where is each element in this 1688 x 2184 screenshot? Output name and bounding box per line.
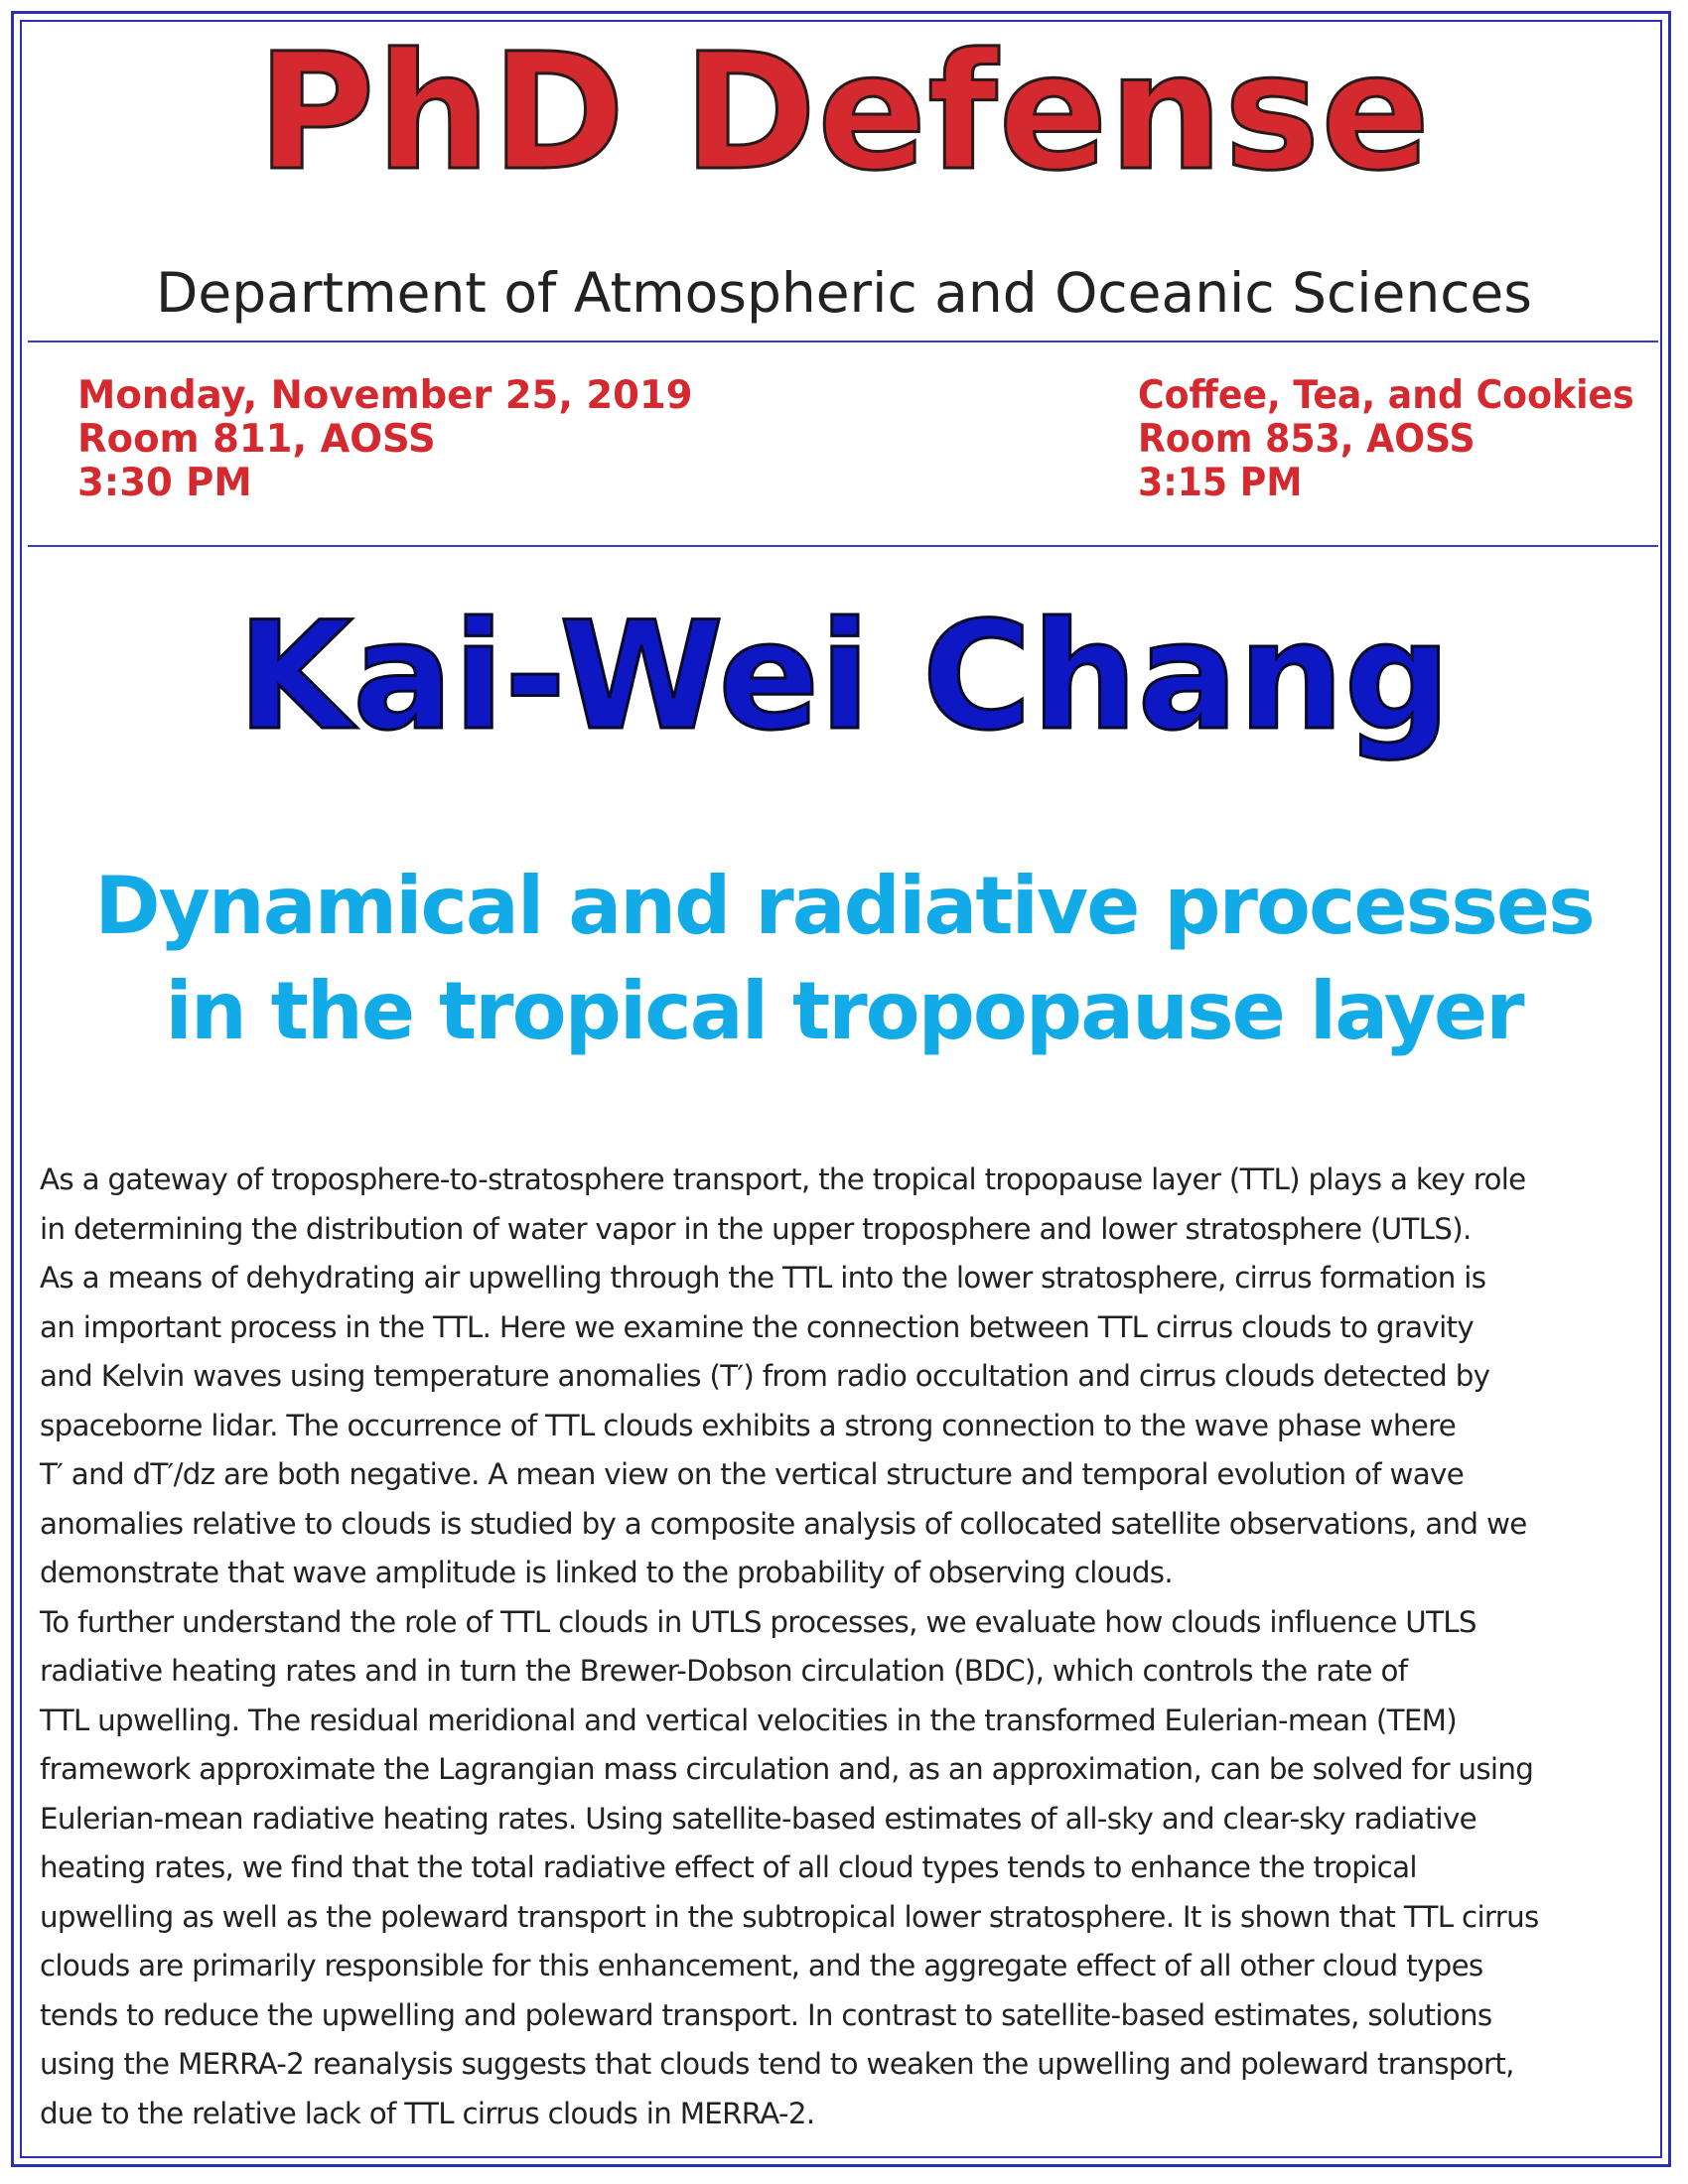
reception-time: 3:15 PM [1138,461,1303,505]
abstract-line: As a means of dehydrating air upwelling through the TTL into the lower stratosphere, cirrus formation is [40,1261,1486,1295]
abstract-line: Eulerian-mean radiative heating rates. Using satellite-based estimates of all-sky and clear-sky radiative [40,1801,1477,1836]
reception-title: Coffee, Tea, and Cookies [1138,373,1634,418]
divider-bottom [28,545,1658,547]
defense-date: Monday, November 25, 2019 [77,373,693,418]
abstract-line: To further understand the role of TTL clouds in UTLS processes, we evaluate how clouds influence UTLS [40,1604,1477,1639]
abstract-line: anomalies relative to clouds is studied by a composite analysis of collocated satellite observations, and we [40,1506,1527,1541]
talk-title [0,854,1688,1064]
abstract-line: framework approximate the Lagrangian mass circulation and, as an approximation, can be solved for using [40,1752,1534,1786]
department-name: Department of Atmospheric and Oceanic Sciences [156,261,1532,325]
talk-title-line: Dynamical and radiative processes [94,860,1594,952]
speaker-name: Kai-Wei Chang [236,591,1452,763]
abstract-line: in determining the distribution of water vapor in the upper troposphere and lower stratosphere (UTLS). [40,1211,1472,1246]
defense-time: 3:30 PM [77,461,252,505]
abstract-line: clouds are primarily responsible for this enhancement, and the aggregate effect of all other cloud types [40,1949,1483,1982]
abstract-line: tends to reduce the upwelling and poleward transport. In contrast to satellite-based estimates, solutions [40,1997,1492,2032]
abstract-line: spaceborne lidar. The occurrence of TTL clouds exhibits a strong connection to the wave phase where [40,1408,1457,1442]
abstract-line: demonstrate that wave amplitude is linked to the probability of observing clouds. [40,1556,1173,1589]
abstract-line: upwelling as well as the poleward transport in the subtropical lower stratosphere. It is shown that TTL cirrus [40,1899,1539,1934]
abstract-line: TTL upwelling. The residual meridional and vertical velocities in the transformed Eulerian-mean (TEM) [40,1703,1458,1737]
poster-title: PhD Defense [256,20,1432,206]
abstract-line: heating rates, we find that the total radiative effect of all cloud types tends to enhance the tropical [40,1850,1417,1884]
reception-info [1138,374,1672,505]
reception-room: Room 853, AOSS [1138,417,1476,462]
abstract-line: due to the relative lack of TTL cirrus clouds in MERRA-2. [40,2096,815,2130]
defense-room: Room 811, AOSS [77,417,436,462]
abstract-line: and Kelvin waves using temperature anomalies (T′) from radio occultation and cirrus clouds detected by [40,1359,1490,1393]
abstract-line: using the MERRA-2 reanalysis suggests that clouds tend to weaken the upwelling and poleward transport, [40,2047,1514,2081]
talk-title-line: in the tropical tropopause layer [165,965,1523,1057]
divider-top [28,341,1658,342]
abstract-line: an important process in the TTL. Here we examine the connection between TTL cirrus clouds to gravity [40,1309,1475,1344]
abstract-line: radiative heating rates and in turn the Brewer-Dobson circulation (BDC), which controls the rate of [40,1654,1408,1688]
defense-info [77,374,701,505]
abstract-line: As a gateway of troposphere-to-stratosphere transport, the tropical tropopause layer (TTL) plays a key role [40,1162,1526,1196]
abstract-text [40,1156,1658,2138]
abstract-line: T′ and dT′/dz are both negative. A mean view on the vertical structure and temporal evolution of wave [40,1457,1465,1491]
